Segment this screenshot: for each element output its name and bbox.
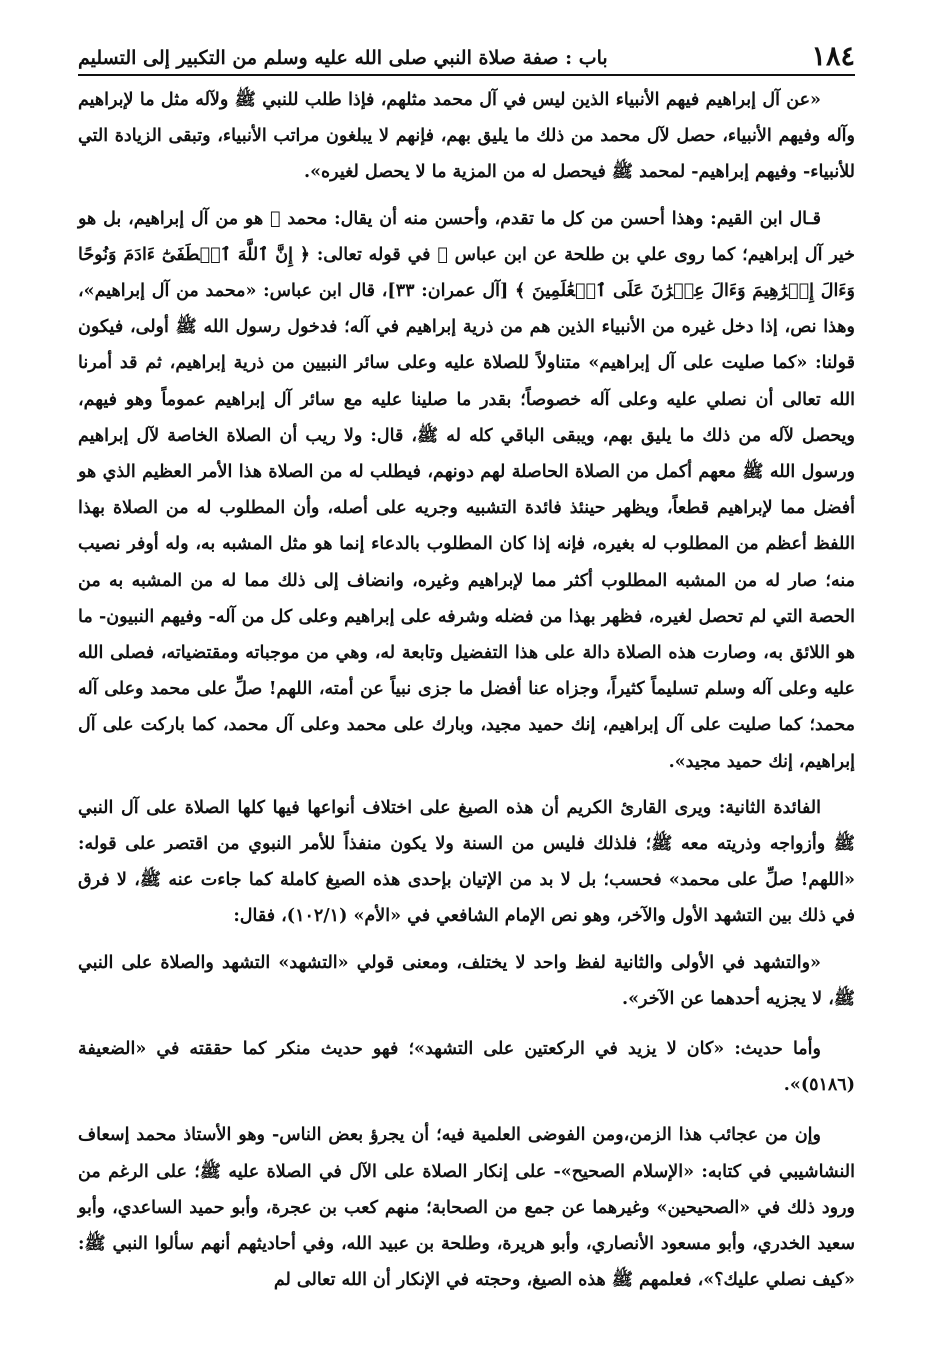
paragraph-second-benefit: الفائدة الثانية: ويرى القارئ الكريم أن هذه الصيغ على اختلاف أنواعها فيها كلها الصلاة على آل النبي ﷺ وأزواجه وذريته معه ﷺ؛ فلذلك فليس من السنة ولا يكون منفذاً للأمر النبوي من اقتصر على قوله: «اللهم! صلِّ على محمد» فحسب؛ بل لا بد من الإتيان بإحدى هذه الصيغ كاملة كما جاءت عنه ﷺ، لا فرق في ذلك بين التشهد الأول والآخر، وهو نص الإمام الشافعي في «الأم» (١٠٢/١)، فقال: (78, 797, 855, 927)
page-header (78, 38, 855, 76)
paragraph-shafii-quote: «والتشهد في الأولى والثانية لفظ واحد لا يختلف، ومعنى قولي «التشهد» التشهد والصلاة على النبي ﷺ، لا يجزيه أحدهما عن الآخر». (78, 952, 855, 1009)
paragraph-hadith-note: وأما حديث: «كان لا يزيد في الركعتين على التشهد»؛ فهو حديث منكر كما حققته في «الضعيفة (٥١٨٦)». (78, 1039, 855, 1096)
page-body (78, 82, 855, 1299)
paragraph-quote-continuation: «عن آل إبراهيم فيهم الأنبياء الذين ليس في آل محمد مثلهم، فإذا طلب للنبي ﷺ ولآله مثل ما لإبراهيم وآله وفيهم الأنبياء، حصل لآل محمد من ذلك ما يليق بهم، فإنهم لا يبلغون مراتب الأنبياء، وتبقى الزيادة التي للأنبياء- وفيهم إبراهيم- لمحمد ﷺ فيحصل له من المزية ما لا يحصل لغيره». (78, 90, 855, 183)
page-number: ١٨٤ (811, 41, 855, 72)
paragraph-ibn-qayyim: قـال ابن القيم: وهذا أحسن من كل ما تقدم، وأحسن منه أن يقال: محمد ﷺ هو من آل إبراهيم، بل هو خير آل إبراهيم؛ كما روى علي بن طلحة عن ابن عباس ﷺ في قوله تعالى: ﴿ إِنَّ ٱللَّهَ ٱصۡطَفَىٰٓ ءَادَمَ وَنُوحًا وَءَالَ إِبۡرَٰهِيمَ وَءَالَ عِمۡرَٰنَ عَلَى ٱلۡعَٰلَمِينَ ﴾ [آل عمران: ٣٣]، قال ابن عباس: «محمد من آل إبراهيم»، وهذا نص، إذا دخل غيره من الأنبياء الذين هم من ذرية إبراهيم في آله؛ فدخول رسول الله ﷺ أولى، فيكون قولنا: «كما صليت على آل إبراهيم» متناولاً للصلاة عليه وعلى سائر النبيين من ذرية إبراهيم، ثم قد أمرنا الله تعالى أن نصلي عليه وعلى آله خصوصاً؛ بقدر ما صلينا عليه مع سائر آل إبراهيم عموماً وهو فيهم، ويحصل لآله من ذلك ما يليق بهم، ويبقى الباقي كله له ﷺ، قال: ولا ريب أن الصلاة الخاصة لآل إبراهيم ورسول الله ﷺ معهم أكمل من الصلاة الحاصلة لهم دونهم، فيطلب له من الصلاة هذا الأمر العظيم الذي هو أفضل مما لإبراهيم قطعاً، ويظهر حينئذ فائدة التشبيه وجريه على أصله، وأن المطلوب له من الصلاة بهذا اللفظ أعظم من المطلوب له بغيره، فإنه إذا كان المطلوب بالدعاء إنما هو مثل المشبه به، وله أوفر نصيب منه؛ صار له من المشبه المطلوب أكثر مما لإبراهيم وغيره، وانضاف إلى ذلك مما له من المشبه به من الحصة التي لم تحصل لغيره، فظهر بهذا من فضله وشرفه على إبراهيم وعلى كل من آله- وفيهم النبيون- ما هو اللائق به، وصارت هذه الصلاة دالة على هذا التفضيل وتابعة له، وهي من موجباته ومقتضياته، فصلى الله عليه وعلى آله وسلم تسليماً كثيراً، وجزاه عنا أفضل ما جزى نبياً عن أمته، اللهم! صلِّ على محمد وعلى آله محمد؛ كما صليت على آل إبراهيم، إنك حميد مجيد، وبارك على محمد وعلى آل محمد، كما باركت على آل إبراهيم، إنك حميد مجيد». (78, 208, 855, 772)
running-title: باب : صفة صلاة النبي صلى الله عليه وسلم من التكبير إلى التسليم (78, 47, 608, 69)
paragraph-nashashibi: وإن من عجائب هذا الزمن،ومن الفوضى العلمية فيه؛ أن يجرؤ بعض الناس- وهو الأستاذ محمد إسعاف النشاشيبي في كتابه: «الإسلام الصحيح»- على إنكار الصلاة على الآل في الصلاة عليه ﷺ؛ على الرغم من ورود ذلك في «الصحيحين» وغيرهما عن جمع من الصحابة؛ منهم كعب بن عجرة، وأبو حميد الساعدي، وأبو سعيد الخدري، وأبو مسعود الأنصاري، وأبو هريرة، وطلحة بن عبيد الله، وفي أحاديثهم أنهم سألوا النبي ﷺ: «كيف نصلي عليك؟»، فعلمهم ﷺ هذه الصيغ، وحجته في الإنكار أن الله تعالى لم (78, 1125, 855, 1291)
